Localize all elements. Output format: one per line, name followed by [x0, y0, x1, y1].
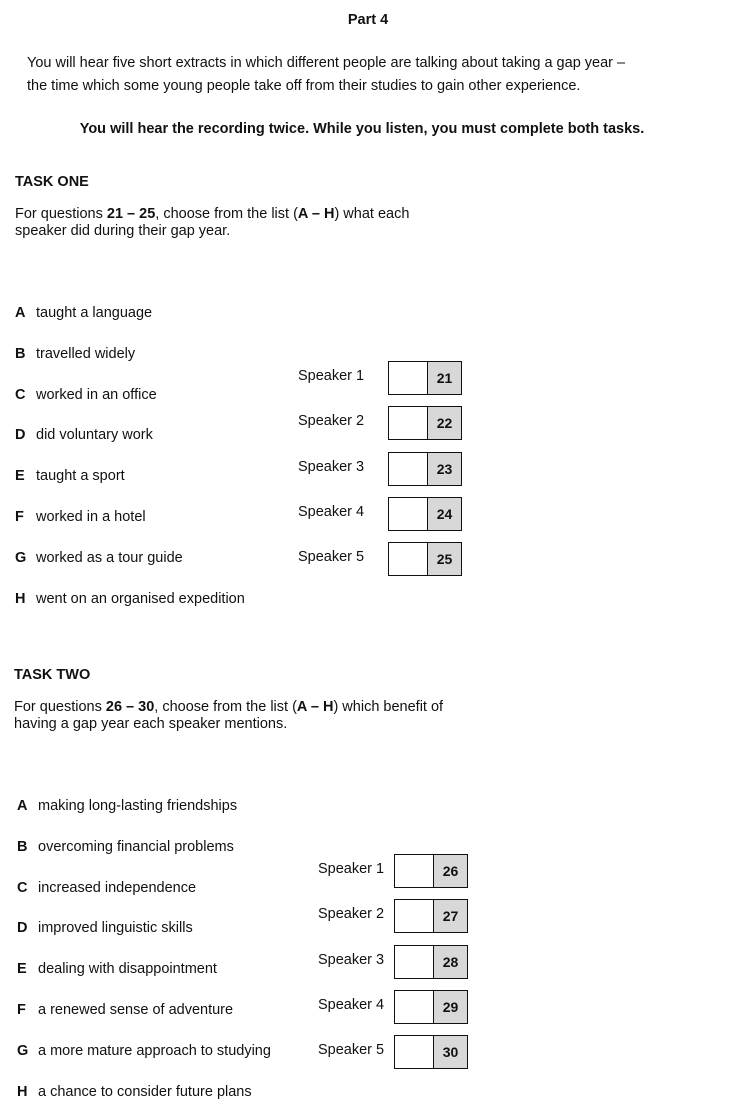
answer-box: [394, 990, 468, 1024]
speaker-label: Speaker 1: [318, 861, 385, 877]
option-d: [15, 427, 153, 443]
speaker-label: Speaker 1: [298, 368, 365, 384]
question-number: 23: [428, 453, 461, 485]
question-number: 25: [428, 543, 461, 575]
speaker-label: Speaker 5: [318, 1042, 385, 1059]
option-letter: C: [17, 879, 28, 896]
option-letter: E: [15, 468, 25, 485]
option-text: improved linguistic skills: [38, 920, 193, 937]
option-letter: G: [15, 549, 27, 566]
option-letter: D: [15, 427, 26, 444]
option-b: [15, 346, 135, 362]
option-letter: F: [17, 1002, 26, 1018]
option-a: [15, 305, 152, 321]
option-c: [17, 880, 196, 896]
answer-input[interactable]: [395, 855, 434, 887]
option-letter: C: [15, 386, 26, 403]
option-text: did voluntary work: [36, 427, 153, 444]
option-text: dealing with disappointment: [38, 961, 217, 978]
option-g: [17, 1043, 271, 1059]
answer-box: [388, 361, 462, 395]
option-d: [17, 920, 193, 936]
answer-input[interactable]: [395, 900, 434, 932]
option-e: [17, 961, 217, 977]
answer-input[interactable]: [395, 946, 434, 978]
speaker-label: Speaker 2: [318, 906, 385, 923]
option-text: worked in an office: [36, 386, 157, 403]
option-h: [15, 591, 245, 607]
page-title: Part 4: [347, 12, 389, 28]
option-text: travelled widely: [36, 345, 136, 362]
speaker-label: Speaker 4: [318, 996, 385, 1013]
option-letter: G: [17, 1042, 29, 1059]
answer-box: [394, 854, 468, 888]
option-b: [17, 839, 234, 855]
question-number: 27: [434, 900, 467, 932]
option-letter: B: [17, 838, 28, 855]
answer-box: [388, 542, 462, 576]
question-number: 21: [428, 362, 461, 394]
option-text: making long-lasting friendships: [38, 798, 238, 814]
answer-box: [394, 945, 468, 979]
answer-box: [388, 452, 462, 486]
option-text: a renewed sense of adventure: [38, 1002, 234, 1018]
option-text: increased independence: [38, 879, 197, 896]
speaker-label: Speaker 4: [298, 503, 365, 520]
question-number: 26: [434, 855, 467, 887]
option-c: [15, 387, 157, 403]
option-letter: A: [15, 305, 26, 321]
speaker-label: Speaker 5: [298, 549, 365, 566]
speaker-label: Speaker 3: [318, 951, 385, 968]
speaker-label: Speaker 2: [298, 413, 365, 430]
task-one-heading: TASK ONE: [15, 174, 89, 190]
option-text: taught a sport: [36, 468, 125, 485]
task-two-question: For questions 26 – 30, choose from the list (A – H) which benefit of having a gap year each speaker mentions.: [14, 699, 444, 732]
option-letter: A: [17, 798, 28, 814]
answer-box: [388, 497, 462, 531]
option-g: [15, 550, 183, 566]
task-two-heading: TASK TWO: [14, 667, 91, 683]
option-e: [15, 468, 125, 484]
option-letter: E: [17, 961, 27, 978]
answer-input[interactable]: [395, 991, 434, 1023]
question-number: 28: [434, 946, 467, 978]
option-letter: H: [17, 1083, 28, 1100]
answer-input[interactable]: [389, 498, 428, 530]
option-f: [17, 1002, 233, 1018]
answer-box: [394, 1035, 468, 1069]
option-letter: H: [15, 590, 26, 607]
option-text: went on an organised expedition: [36, 590, 245, 607]
answer-input[interactable]: [389, 543, 428, 575]
answer-input[interactable]: [389, 362, 428, 394]
intro-line-1: You will hear five short extracts in which different people are talking about taking a gap year –: [27, 55, 626, 71]
option-letter: F: [15, 509, 24, 525]
question-number: 22: [428, 407, 461, 439]
answer-input[interactable]: [389, 453, 428, 485]
instruction: You will hear the recording twice. While you listen, you must complete both tasks.: [79, 121, 645, 137]
answer-box: [388, 406, 462, 440]
question-number: 24: [428, 498, 461, 530]
option-h: [17, 1084, 252, 1100]
option-a: [17, 798, 237, 814]
option-text: a chance to consider future plans: [38, 1083, 252, 1100]
answer-box: [394, 899, 468, 933]
answer-input[interactable]: [389, 407, 428, 439]
option-text: overcoming financial problems: [38, 838, 234, 855]
task-one-question: For questions 21 – 25, choose from the list (A – H) what each speaker did during their gap year.: [15, 206, 410, 239]
intro-line-2: the time which some young people take off from their studies to gain other experience.: [27, 78, 581, 94]
option-text: a more mature approach to studying: [38, 1042, 271, 1059]
speaker-label: Speaker 3: [298, 458, 365, 475]
option-letter: B: [15, 345, 26, 362]
option-text: worked in a hotel: [36, 509, 146, 525]
option-f: [15, 509, 146, 525]
answer-input[interactable]: [395, 1036, 434, 1068]
question-number: 29: [434, 991, 467, 1023]
option-text: taught a language: [36, 305, 153, 321]
question-number: 30: [434, 1036, 467, 1068]
option-letter: D: [17, 920, 28, 937]
option-text: worked as a tour guide: [36, 549, 183, 566]
